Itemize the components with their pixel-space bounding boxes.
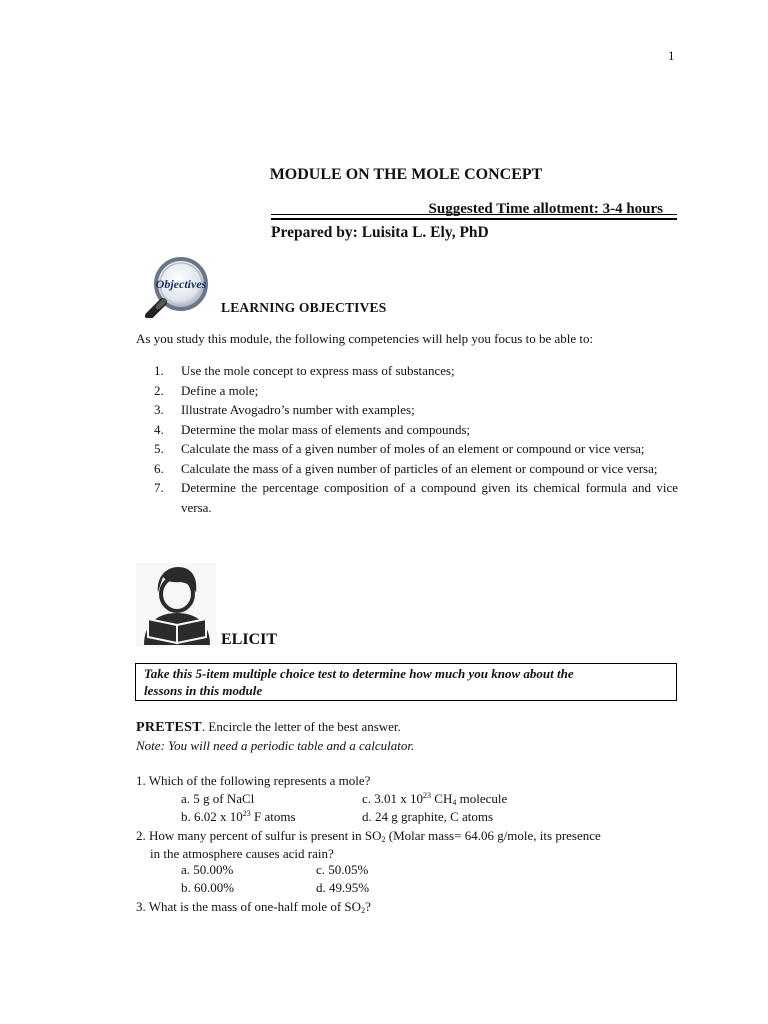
- pretest-label: PRETEST: [136, 720, 202, 735]
- question-2-stem: 2. How many percent of sulfur is present in $SO_2$ (Molar mass= 64.06 g/mole, its presence: [136, 828, 601, 844]
- list-item: 7. Determine the percentage composition of a compound given its chemical formula and vice versa.: [154, 480, 678, 515]
- instruction-box: [135, 663, 677, 701]
- question-2-option-d: d. 49.95%: [316, 880, 370, 895]
- reading-person-icon: [136, 563, 216, 647]
- module-title: MODULE ON THE MOLE CONCEPT: [269, 166, 543, 183]
- prepared-by: Prepared by: Luisita L. Ely, PhD: [271, 224, 489, 241]
- question-2-option-a: a. 50.00%: [181, 862, 234, 877]
- question-2-option-b: b. 60.00%: [181, 880, 235, 895]
- question-1-stem: 1. Which of the following represents a mole?: [136, 773, 371, 788]
- elicit-heading: ELICIT: [221, 631, 278, 648]
- list-item: 5. Calculate the mass of a given number of moles of an element or compound or vice versa;: [154, 441, 645, 456]
- list-item: 1. Use the mole concept to express mass of substances;: [154, 363, 455, 378]
- list-item: 3. Illustrate Avogadro’s number with examples;: [154, 402, 415, 417]
- time-allotment-text: Suggested Time allotment: 3-4 hours: [428, 201, 663, 217]
- objectives-list: [154, 361, 678, 517]
- question-3-stem: 3. What is the mass of one-half mole of $SO_2$?: [136, 899, 371, 915]
- question-2-stem-line-2: in the atmosphere causes acid rain?: [150, 846, 334, 861]
- double-underline: [271, 214, 677, 215]
- pretest-instruction: [136, 719, 401, 736]
- pretest-note: Note: You will need a periodic table and a calculator.: [136, 738, 415, 753]
- time-allotment: [271, 200, 677, 220]
- instruction-line-2: lessons in this module: [144, 683, 263, 698]
- question-1-option-a: a. 5 g of NaCl: [181, 791, 255, 806]
- objectives-magnifier-icon: [144, 256, 210, 318]
- objectives-icon-text: Objectives: [155, 277, 207, 291]
- question-2-option-c: c. 50.05%: [316, 862, 369, 877]
- list-item: 4. Determine the molar mass of elements and compounds;: [154, 421, 471, 437]
- page-number: 1: [668, 48, 675, 63]
- list-item: 2. Define a mole;: [154, 382, 259, 398]
- intro-text: As you study this module, the following competencies will help you focus to be able to:: [136, 331, 594, 346]
- instruction-line-1: Take this 5-item multiple choice test to determine how much you know about the: [144, 666, 574, 681]
- question-1-option-c: c. 3.01 x $10^{23}$ $CH_4$ molecule: [362, 791, 508, 807]
- question-1-option-b: b. 6.02 x $10^{23}$ F atoms: [181, 809, 296, 824]
- learning-objectives-heading: LEARNING OBJECTIVES: [221, 300, 387, 315]
- pretest-text: . Encircle the letter of the best answer.: [201, 719, 401, 734]
- list-item: 6. Calculate the mass of a given number of particles of an element or compound or vice versa;: [154, 460, 658, 476]
- question-1-option-d: d. 24 g graphite, C atoms: [362, 809, 494, 824]
